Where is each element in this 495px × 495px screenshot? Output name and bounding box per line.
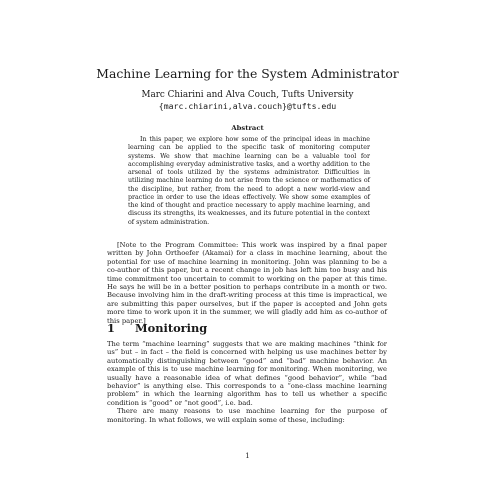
page-number: 1: [245, 452, 250, 460]
program-committee-note: [Note to the Program Committee: This work was inspired by a final paper written by John Orthoefer (Akamai) for a class in machine learning, about the potential for use of machine learning in monitoring. John was planning to be a co-author of this paper, but a recent change in job has left him too busy and his time commitment too uncertain to commit to working on the paper at this time. He says he will be in a better position to perhaps contribute in a month or two. Because involving him in the draft-writing process at this time is impractical, we are submitting this paper ourselves, but if the paper is accepted and John gets more time to work upon it in the summer, we will gladly add him as co-author of this paper.]: [107, 241, 387, 325]
paper-authors: Marc Chiarini and Alva Couch, Tufts University: [141, 90, 354, 100]
section-title: Monitoring: [135, 321, 208, 335]
section-paragraph: The term “machine learning” suggests that we are making machines “think for us” but – in fact – the field is concerned with helping us use machines better by automatically distinguishing between “good” and “bad” machine behavior. An example of this is to use machine learning for monitoring. When monitoring, we usually have a reasonable idea of what defines “good behavior”, while “bad behavior” is anything else. This corresponds to a “one-class machine learning problem” in which the learning algorithm has to tell us whether a specific condition is “good” or “not good”, i.e. bad.: [107, 340, 387, 407]
paper-title: Machine Learning for the System Administrator: [96, 66, 399, 81]
section-paragraph: There are many reasons to use machine learning for the purpose of monitoring. In what follows, we will explain some of these, including:: [107, 407, 387, 424]
abstract-heading: Abstract: [231, 124, 264, 132]
abstract-body: In this paper, we explore how some of the principal ideas in machine learning can be applied to the specific task of monitoring computer systems. We show that machine learning can be a valuable tool for accomplishing everyday administrative tasks, and a worthy addition to the arsenal of tools utilized by the systems administrator. Difficulties in utilizing machine learning do not arise from the science or mathematics of the discipline, but rather, from the need to adopt a new world-view and practice in order to use the ideas effectively. We show some examples of the kind of thought and practice necessary to apply machine learning, and discuss its strengths, its weaknesses, and its future potential in the context of system administration.: [128, 136, 370, 226]
section-body: [107, 340, 387, 424]
section-number: 1: [107, 321, 115, 335]
section-heading: [107, 321, 387, 335]
author-email: {marc.chiarini,alva.couch}@tufts.edu: [158, 101, 337, 111]
